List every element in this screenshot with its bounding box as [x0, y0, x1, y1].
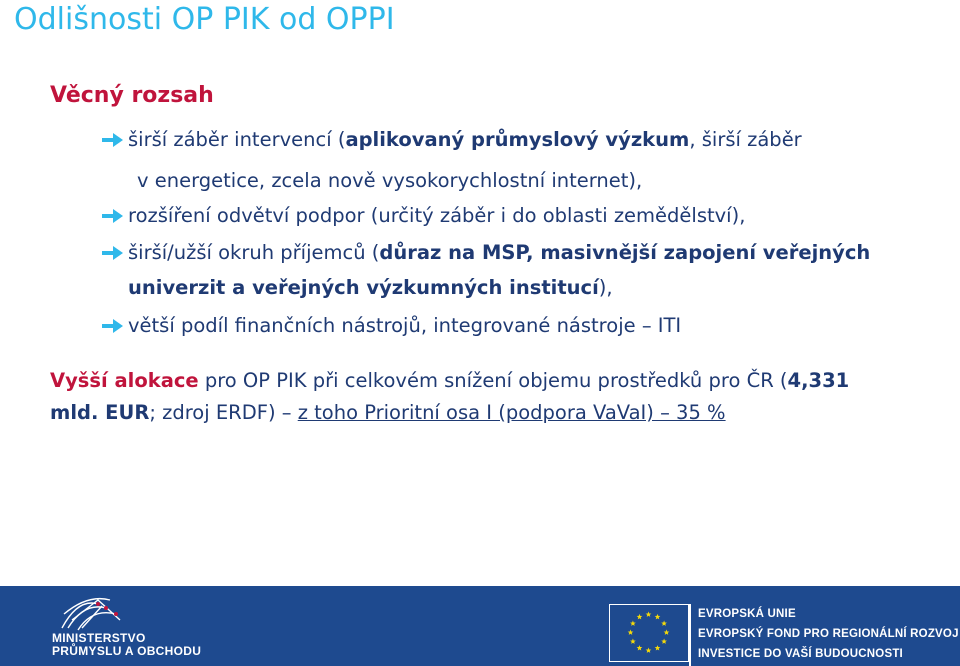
eu-star: [661, 639, 667, 644]
eu-star: [637, 645, 643, 650]
bullet-item: větší podíl finančních nástrojů, integrované nástroje – ITI: [128, 314, 682, 337]
bullet-item-continued: univerzit a veřejných výzkumných institucí),: [128, 276, 613, 299]
eu-star: [628, 630, 634, 635]
eu-star: [637, 614, 643, 619]
arrow-right-icon: [102, 318, 124, 334]
eu-star: [630, 621, 636, 626]
arrow-right-icon: [102, 208, 124, 224]
arrow-right-icon: [102, 132, 124, 148]
eu-motto-label: INVESTICE DO VAŠÍ BUDOUCNOSTI: [698, 648, 903, 660]
bullet-item: širší/užší okruh příjemců (důraz na MSP, masivnější zapojení veřejných: [128, 241, 871, 264]
eu-star: [646, 648, 652, 653]
divider: [689, 604, 691, 666]
section-heading: Věcný rozsah: [50, 83, 214, 108]
ministry-name: MINISTERSTVO PRŮMYSLU A OBCHODU: [52, 631, 202, 658]
arrow-right-icon: [102, 245, 124, 261]
ministry-logo-icon: [58, 594, 128, 632]
eu-union-label: EVROPSKÁ UNIE: [698, 608, 796, 620]
eu-stars-icon: [610, 605, 687, 660]
eu-star: [655, 645, 661, 650]
eu-fund-label: EVROPSKÝ FOND PRO REGIONÁLNÍ ROZVOJ: [698, 628, 959, 640]
allocation-paragraph-line1: Vyšší alokace pro OP PIK při celkovém snížení objemu prostředků pro ČR (4,331: [50, 369, 850, 392]
eu-flag: [609, 604, 689, 662]
page-title: Odlišnosti OP PIK od OPPI: [14, 2, 395, 37]
footer-bar: [0, 586, 960, 666]
bullet-item-continued: v energetice, zcela nově vysokorychlostní internet),: [137, 169, 643, 192]
bullet-item: širší záběr intervencí (aplikovaný průmyslový výzkum, širší záběr: [128, 128, 802, 151]
bullet-item: rozšíření odvětví podpor (určitý záběr i do oblasti zemědělství),: [128, 204, 746, 227]
eu-star: [661, 621, 667, 626]
allocation-paragraph-line2: mld. EUR; zdroj ERDF) – z toho Prioritní osa I (podpora VaVaI) – 35 %: [50, 401, 726, 424]
eu-star: [646, 612, 652, 617]
eu-star: [630, 639, 636, 644]
eu-star: [655, 614, 661, 619]
eu-star: [664, 630, 670, 635]
